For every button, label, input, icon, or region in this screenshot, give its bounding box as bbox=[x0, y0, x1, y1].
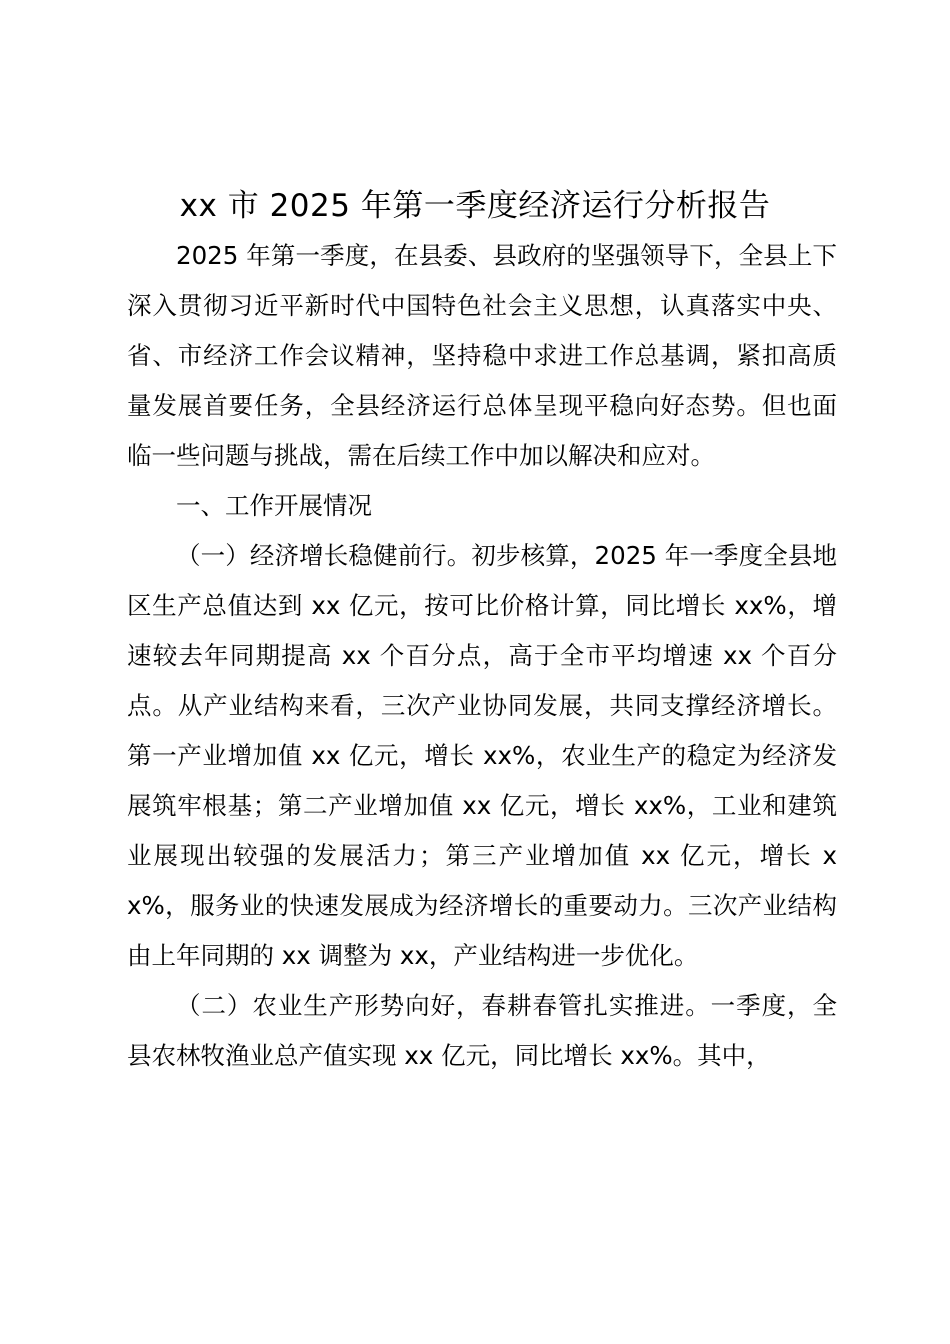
paragraph-agriculture: （二）农业生产形势向好，春耕春管扎实推进。一季度，全县农林牧渔业总产值实现 xx 亿元，同比增长 xx%。其中， bbox=[127, 991, 837, 1070]
section-heading: 一、工作开展情况 bbox=[176, 491, 372, 520]
paragraph-economic-growth: （一）经济增长稳健前行。初步核算，2025 年一季度全县地区生产总值达到 xx 亿元，按可比价格计算，同比增长 xx%，增速较去年同期提高 xx 个百分点，高于全市平均增速 xx 个百分点。从产业结构来看，三次产业协同发展，共同支撑经济增长。第一产业增加值 xx 亿元，增长 xx%，农业生产的稳定为经济发展筑牢根基；第二产业增加值 xx 亿元，增长 xx%，工业和建筑业展现出较强的发展活力；第三产业增加值 xx 亿元，增长 xx%，服务业的快速发展成为经济增长的重要动力。三次产业结构由上年同期的 xx 调整为 xx，产业结构进一步优化。 bbox=[127, 541, 837, 970]
intro-paragraph: 2025 年第一季度，在县委、县政府的坚强领导下，全县上下深入贯彻习近平新时代中国特色社会主义思想，认真落实中央、省、市经济工作会议精神，坚持稳中求进工作总基调，紧扣高质量发展首要任务，全县经济运行总体呈现平稳向好态势。但也面临一些问题与挑战，需在后续工作中加以解决和应对。 bbox=[127, 241, 837, 470]
document-body bbox=[127, 231, 837, 1081]
document-title: xx 市 2025 年第一季度经济运行分析报告 bbox=[179, 188, 771, 224]
